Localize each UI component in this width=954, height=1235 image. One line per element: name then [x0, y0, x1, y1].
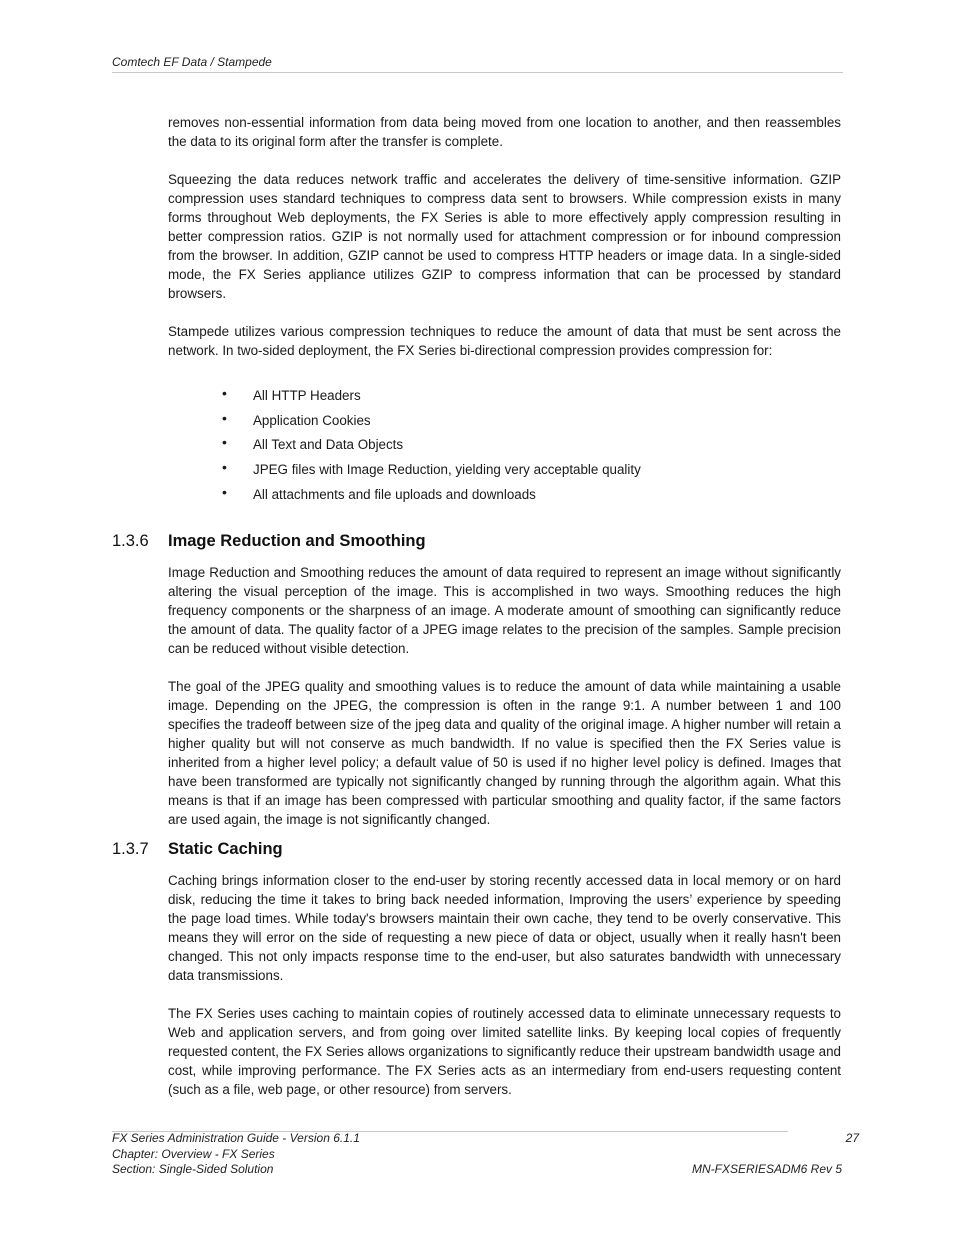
paragraph-static-caching-2 — [168, 1004, 841, 1099]
running-header: Comtech EF Data / Stampede — [112, 55, 272, 69]
bullet-icon: • — [222, 459, 227, 476]
paragraph-text: Squeezing the data reduces network traffic and accelerates the delivery of time-sensitive information. GZIP compression uses standard techniques to compress data sent to browsers. While compression exists in many forms throughout Web deployments, the FX Series is able to more effectively apply compression resulting in better compression ratios. GZIP is not normally used for attachment compression or for inbound compression from the browser. In addition, GZIP cannot be used to compress HTTP headers or image data. In a single-sided mode, the FX Series appliance utilizes GZIP to compress information that can be processed by standard browsers. — [168, 172, 841, 301]
bullet-icon: • — [222, 409, 227, 426]
section-number: 1.3.6 — [112, 532, 149, 550]
paragraph-text: The FX Series uses caching to maintain copies of routinely accessed data to eliminate unnecessary requests to Web and application servers, and from going over limited satellite links. By keeping local copies of frequently requested content, the FX Series allows organizations to significantly reduce their upstream bandwidth usage and cost, while improving performance. The FX Series acts as an intermediary from end-users requesting content (such as a file, web page, or other resource) from servers. — [168, 1006, 841, 1097]
footer-section: Section: Single-Sided Solution — [112, 1162, 274, 1176]
compression-bullet-list — [222, 384, 641, 508]
list-item-text: Application Cookies — [253, 412, 371, 428]
section-heading-1-3-6 — [112, 532, 426, 551]
section-number: 1.3.7 — [112, 840, 149, 858]
list-item-text: All HTTP Headers — [253, 388, 361, 403]
document-id: MN-FXSERIESADM6 Rev 5 — [691, 1162, 842, 1176]
page-number: 27 — [845, 1131, 859, 1145]
list-item — [222, 458, 641, 483]
paragraph-gzip — [168, 170, 841, 303]
paragraph-intro — [168, 113, 841, 151]
paragraph-static-caching-1 — [168, 871, 841, 985]
paragraph-text: The goal of the JPEG quality and smoothing values is to reduce the amount of data while maintaining a usable image. Depending on the JPEG, the compression is often in the range 9:1. A number between 1 and 100 specifies the tradeoff between size of the jpeg data and quality of the original image. A higher number will retain a higher quality but will not conserve as much bandwidth. If no value is specified then the FX Series value is inherited from a higher level policy; a default value of 50 is used if no higher level policy is defined. Images that have been transformed are typically not significantly changed by running through the algorithm again. What this means is that if an image has been compressed with particular smoothing and quality factor, if the same factors are used again, the image is not significantly changed. — [168, 679, 841, 827]
footer-left — [112, 1131, 360, 1178]
paragraph-image-reduction-1 — [168, 563, 841, 658]
section-title: Static Caching — [168, 840, 283, 858]
list-item — [222, 433, 641, 458]
paragraph-text: Image Reduction and Smoothing reduces the amount of data required to represent an image without significantly altering the visual perception of the image. This is accomplished in two ways. Smoothing reduces the high frequency components or the sharpness of an image. A moderate amount of smoothing can significantly reduce the amount of data. The quality factor of a JPEG image relates to the precision of the samples. Sample precision can be reduced without visible detection. — [168, 565, 841, 656]
list-item-text: All Text and Data Objects — [253, 437, 404, 453]
section-title: Image Reduction and Smoothing — [168, 532, 426, 550]
bullet-icon: • — [222, 434, 227, 451]
bullet-icon: • — [222, 483, 227, 500]
list-item — [222, 409, 641, 434]
footer-chapter: Chapter: Overview - FX Series — [112, 1146, 275, 1161]
paragraph-image-reduction-2 — [168, 677, 841, 829]
paragraph-text: Caching brings information closer to the end-user by storing recently accessed data in local memory or on hard disk, reducing the time it takes to bring back needed information, Improving the users’ experience by speeding the page load times. While today's browsers maintain their own cache, they tend to be overly conservative. This means they will error on the side of requesting a new piece of data or object, usually when it really hasn't been changed. This not only impacts response time to the end-user, but also saturates bandwidth with unnecessary data transmissions. — [168, 873, 841, 983]
section-heading-1-3-7 — [112, 840, 283, 859]
paragraph-text: removes non-essential information from data being moved from one location to another, and then reassembles the data to its original form after the transfer is complete. — [168, 115, 841, 149]
header-divider — [112, 72, 843, 73]
footer-guide-title: FX Series Administration Guide - Version 6.1.1 — [112, 1131, 360, 1145]
list-item-text: All attachments and file uploads and downloads — [253, 486, 536, 502]
bullet-icon: • — [222, 385, 227, 401]
list-item-text: JPEG files with Image Reduction, yielding very acceptable quality — [253, 462, 641, 478]
list-item — [222, 483, 641, 508]
paragraph-stampede — [168, 322, 841, 360]
list-item — [222, 384, 641, 409]
paragraph-text: Stampede utilizes various compression techniques to reduce the amount of data that must be sent across the network. In two-sided deployment, the FX Series bi-directional compression provides compression for: — [168, 324, 841, 358]
